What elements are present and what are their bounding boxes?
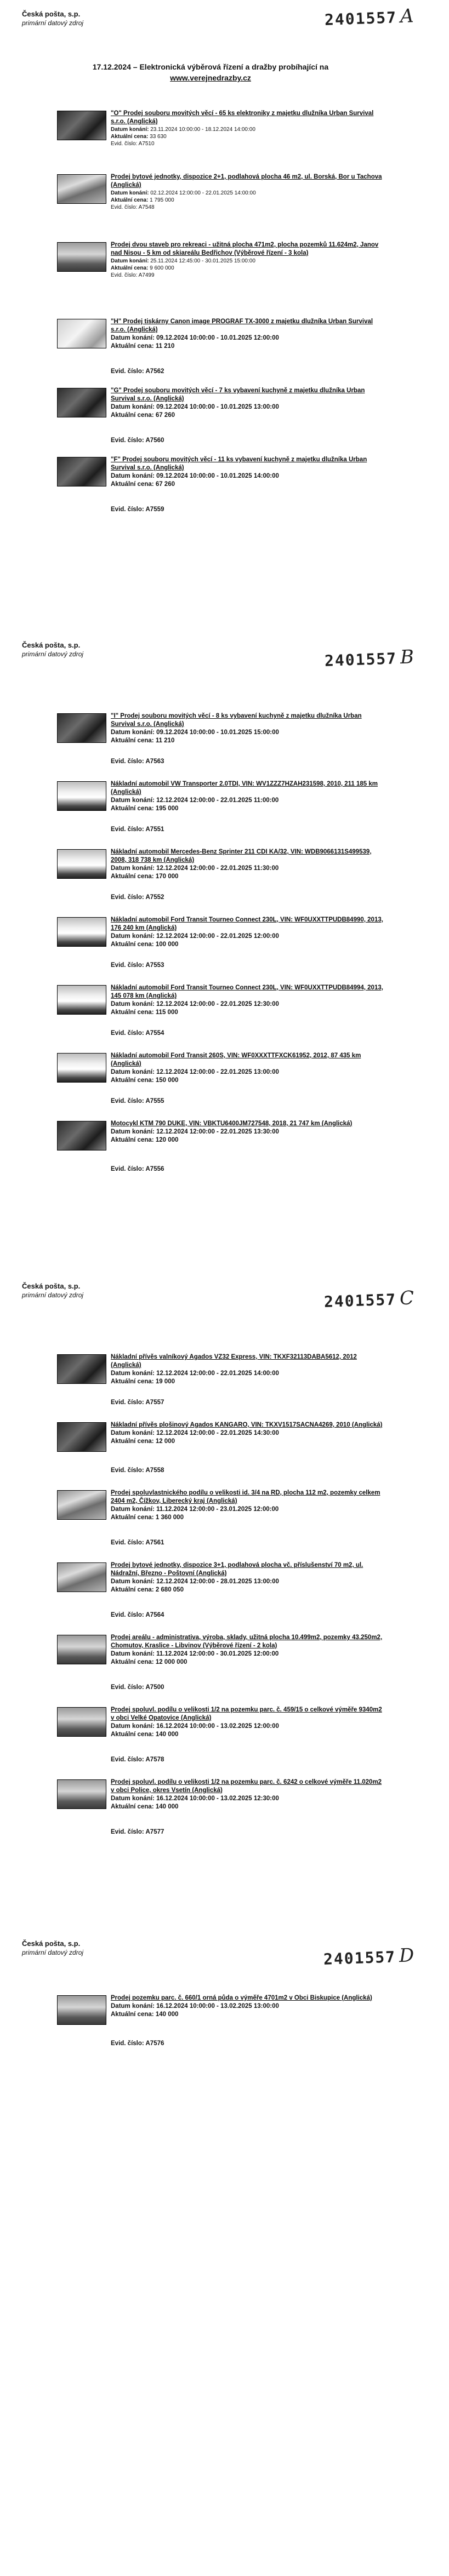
listing-price: 100 000 (155, 941, 179, 948)
listing-price: 19 000 (155, 1378, 175, 1385)
evid-label: Evid. číslo: (111, 1829, 144, 1835)
listing-title[interactable]: "G" Prodej souboru movitých věcí - 7 ks vybavení kuchyně z majetku dlužníka Urban Survival s.r.o. (Anglická) (111, 387, 365, 402)
listing-photo (57, 985, 106, 1015)
sender-block (22, 1282, 83, 1300)
listing-date: 12.12.2024 12:00:00 - 22.01.2025 13:00:00 (156, 1069, 279, 1075)
listing-date: 12.12.2024 12:00:00 - 22.01.2025 12:00:00 (156, 933, 279, 940)
evid-label: Evid. číslo: (111, 1539, 144, 1546)
listing-title[interactable]: Prodej bytové jednotky, dispozice 3+1, podlahová plocha vč. příslušenství 70 m2, ul. Nádražní, Březno - Poštovní (Anglická) (111, 1562, 363, 1577)
price-label: Aktuální cena: (111, 805, 154, 812)
evid-label: Evid. číslo: (111, 368, 144, 375)
date-label: Datum konání: (111, 1129, 155, 1135)
stamp-number: 2401557 (324, 649, 397, 670)
listing-date: 12.12.2024 12:00:00 - 22.01.2025 11:30:00 (156, 865, 279, 872)
listing-evid: A7563 (145, 758, 164, 765)
listing-date: 23.11.2024 10:00:00 - 18.12.2024 14:00:00 (150, 127, 255, 133)
price-label: Aktuální cena: (111, 197, 149, 203)
listing-date: 09.12.2024 10:00:00 - 10.01.2025 13:00:00 (156, 404, 279, 410)
listing-title[interactable]: Prodej dvou staveb pro rekreaci - užitná plocha 471m2, plocha pozemků 11.624m2, Janov nad Nisou - 5 km od skiareálu Bedřichov (Výběrové řízení - 3 kola) (111, 242, 379, 256)
stamp-letter: D (399, 1944, 416, 1967)
date-label: Datum konání: (111, 933, 155, 940)
price-label: Aktuální cena: (111, 873, 154, 880)
sender-sub: primární datový zdroj (22, 19, 84, 27)
evid-label: Evid. číslo: (111, 141, 138, 147)
stamp-number: 2401557 (324, 8, 398, 29)
registry-stamp (324, 646, 415, 671)
date-label: Datum konání: (111, 404, 155, 410)
listing-price: 115 000 (155, 1009, 178, 1016)
listing-price: 140 000 (155, 1804, 179, 1810)
listing-photo (57, 1121, 106, 1150)
sender-sub: primární datový zdroj (22, 1291, 84, 1299)
date-label: Datum konání: (111, 258, 149, 264)
listing-title[interactable]: Nákladní přívěs valníkový Agados VZ32 Express, VIN: TKXF32113DABA5612, 2012 (Anglická) (111, 1354, 357, 1369)
sender-block (22, 641, 83, 659)
listing-photo (57, 1779, 106, 1809)
date-label: Datum konání: (111, 865, 155, 872)
listing-photo (57, 457, 106, 486)
listing-photo (57, 319, 106, 348)
listing-evid: A7564 (145, 1612, 164, 1618)
listing-title[interactable]: "I" Prodej souboru movitých věcí - 8 ks vybavení kuchyně z majetku dlužníka Urban Survival s.r.o. (Anglická) (111, 713, 362, 728)
date-label: Datum konání: (111, 335, 155, 341)
listing-title[interactable]: Prodej spoluvl. podílu o velikosti 1/2 na pozemku parc. č. 6242 o celkové výměře 11.020m2 v obci Police, okres Vsetín (Anglická) (111, 1779, 382, 1794)
stamp-number: 2401557 (323, 1948, 396, 1968)
listing-title[interactable]: Nákladní přívěs plošinový Agados KANGARO, VIN: TKXV1517SACNA4269, 2010 (Anglická) (111, 1422, 383, 1428)
evid-label: Evid. číslo: (111, 437, 144, 444)
listing-evid: A7554 (145, 1030, 164, 1037)
price-label: Aktuální cena: (111, 343, 154, 350)
listing-title[interactable]: Nákladní automobil Ford Transit Tourneo Connect 230L, VIN: WF0UXXTTPUDB84990, 2013, 176 240 km (Anglická) (111, 917, 383, 931)
listing-evid: A7552 (145, 894, 164, 901)
sender-org: Česká pošta, s.p. (22, 1939, 81, 1948)
price-label: Aktuální cena: (111, 1077, 154, 1084)
listing-price: 67 260 (155, 412, 175, 419)
sender-org: Česká pošta, s.p. (22, 10, 81, 18)
price-label: Aktuální cena: (111, 265, 149, 271)
sender-org: Česká pošta, s.p. (22, 641, 81, 649)
listing-date: 11.12.2024 12:00:00 - 30.01.2025 12:00:00 (156, 1651, 279, 1657)
listing-evid: A7500 (145, 1684, 164, 1691)
evid-label: Evid. číslo: (111, 894, 144, 901)
listing-title[interactable]: Nákladní automobil Ford Transit Tourneo Connect 230L, VIN: WF0UXXTTPUDB84994, 2013, 145 078 km (Anglická) (111, 984, 383, 999)
listing-evid: A7558 (145, 1467, 164, 1474)
listing-date: 16.12.2024 10:00:00 - 13.02.2025 13:00:00 (156, 2003, 279, 2010)
listing-price: 140 000 (155, 1731, 179, 1738)
listing-title[interactable]: Prodej pozemku parc. č. 660/1 orná půda o výměře 4701m2 v Obci Biskupice (Anglická) (111, 1995, 372, 2001)
listing-photo (57, 1562, 106, 1592)
listing-price: 12 000 (155, 1438, 175, 1445)
listing-date: 12.12.2024 12:00:00 - 22.01.2025 14:30:00 (156, 1430, 279, 1436)
registry-stamp (323, 1944, 416, 1970)
listing-date: 12.12.2024 12:00:00 - 22.01.2025 12:30:00 (156, 1001, 279, 1007)
stamp-letter: C (399, 1287, 416, 1310)
evid-label: Evid. číslo: (111, 506, 144, 513)
listing-date: 09.12.2024 10:00:00 - 10.01.2025 15:00:00 (156, 729, 279, 736)
price-label: Aktuální cena: (111, 1731, 154, 1738)
listing-price: 1 795 000 (150, 197, 174, 203)
page-title-text: 17.12.2024 – Elektronická výběrová řízení a dražby probíhající na (92, 62, 329, 71)
price-label: Aktuální cena: (111, 1009, 154, 1016)
listing-evid: A7555 (145, 1098, 164, 1104)
listing-evid: A7548 (138, 204, 155, 210)
listing-price: 140 000 (155, 2011, 179, 2018)
price-label: Aktuální cena: (111, 1438, 154, 1445)
evid-label: Evid. číslo: (111, 1166, 144, 1172)
evid-label: Evid. číslo: (111, 1399, 144, 1406)
listing-date: 02.12.2024 12:00:00 - 22.01.2025 14:00:00 (150, 190, 256, 196)
stamp-letter: A (400, 5, 416, 28)
registry-stamp (323, 1287, 415, 1312)
listing-evid: A7559 (145, 506, 164, 513)
sender-block (22, 1939, 83, 1957)
listing-photo (57, 1053, 106, 1083)
listing-date: 11.12.2024 12:00:00 - 23.01.2025 12:00:00 (156, 1506, 279, 1513)
listing-evid: A7561 (145, 1539, 164, 1546)
date-label: Datum konání: (111, 1795, 155, 1802)
listing-evid: A7553 (145, 962, 164, 969)
listing-date: 09.12.2024 10:00:00 - 10.01.2025 14:00:00 (156, 473, 279, 479)
listing-title[interactable]: Prodej spoluvlastnického podílu o velikosti id. 3/4 na RD, plocha 112 m2, pozemky celkem 2404 m2, Čížkov, Liberecký kraj (Anglická) (111, 1490, 380, 1504)
listing-price: 120 000 (155, 1137, 179, 1143)
listing-price: 150 000 (155, 1077, 179, 1084)
registry-stamp (325, 5, 416, 30)
evid-label: Evid. číslo: (111, 1467, 144, 1474)
date-label: Datum konání: (111, 1370, 155, 1377)
listing-price: 33 630 (150, 134, 167, 140)
date-label: Datum konání: (111, 729, 155, 736)
listing-title[interactable]: Nákladní automobil Ford Transit 260S, VIN: WF0XXXTTFXCK61952, 2012, 87 435 km (Anglická) (111, 1052, 361, 1067)
listing-photo (57, 111, 106, 140)
listing-price: 67 260 (155, 481, 175, 488)
listing-date: 25.11.2024 12:45:00 - 30.01.2025 15:00:00 (150, 258, 255, 264)
listing-photo (57, 242, 106, 272)
listing-evid: A7576 (145, 2040, 164, 2047)
listing-price: 12 000 000 (155, 1659, 187, 1665)
listing-photo (57, 1995, 106, 2025)
sender-sub: primární datový zdroj (22, 1949, 84, 1956)
listing-evid: A7577 (145, 1829, 164, 1835)
price-label: Aktuální cena: (111, 1659, 154, 1665)
stamp-number: 2401557 (323, 1290, 397, 1311)
listing-title[interactable]: Prodej bytové jednotky, dispozice 2+1, podlahová plocha 46 m2, ul. Borská, Bor u Tachova (Anglická) (111, 174, 382, 188)
listing-date: 12.12.2024 12:00:00 - 22.01.2025 11:00:00 (156, 797, 279, 804)
evid-label: Evid. číslo: (111, 1030, 144, 1037)
evid-label: Evid. číslo: (111, 1756, 144, 1763)
evid-label: Evid. číslo: (111, 272, 138, 278)
listing-price: 11 210 (155, 737, 175, 744)
listing-photo (57, 781, 106, 811)
listing-photo (57, 1707, 106, 1737)
price-label: Aktuální cena: (111, 2011, 154, 2018)
evid-label: Evid. číslo: (111, 826, 144, 833)
evid-label: Evid. číslo: (111, 758, 144, 765)
price-label: Aktuální cena: (111, 1514, 154, 1521)
date-label: Datum konání: (111, 1578, 155, 1585)
stamp-letter: B (400, 646, 416, 669)
price-label: Aktuální cena: (111, 941, 154, 948)
listing-date: 16.12.2024 10:00:00 - 13.02.2025 12:30:00 (156, 1795, 279, 1802)
price-label: Aktuální cena: (111, 481, 154, 488)
listing-price: 9 600 000 (150, 265, 174, 271)
date-label: Datum konání: (111, 127, 149, 133)
price-label: Aktuální cena: (111, 412, 154, 419)
price-label: Aktuální cena: (111, 1137, 154, 1143)
listing-title[interactable]: "F" Prodej souboru movitých věcí - 11 ks vybavení kuchyně z majetku dlužníka Urban Survival s.r.o. (Anglická) (111, 456, 367, 471)
date-label: Datum konání: (111, 1723, 155, 1730)
price-label: Aktuální cena: (111, 1804, 154, 1810)
listing-photo (57, 1422, 106, 1452)
evid-label: Evid. číslo: (111, 962, 144, 969)
listing-photo (57, 174, 106, 204)
listing-date: 09.12.2024 10:00:00 - 10.01.2025 12:00:00 (156, 335, 279, 341)
price-label: Aktuální cena: (111, 737, 154, 744)
date-label: Datum konání: (111, 473, 155, 479)
evid-label: Evid. číslo: (111, 1098, 144, 1104)
listing-photo (57, 388, 106, 417)
listing-date: 16.12.2024 10:00:00 - 13.02.2025 12:00:00 (156, 1723, 279, 1730)
listing-photo (57, 849, 106, 879)
listing-photo (57, 1635, 106, 1664)
listing-evid: A7510 (138, 141, 155, 147)
evid-label: Evid. číslo: (111, 1612, 144, 1618)
listing-title[interactable]: Nákladní automobil VW Transporter 2.0TDI, VIN: WV1ZZZ7HZAH231598, 2010, 211 185 km (Anglická) (111, 781, 378, 795)
listing-price: 11 210 (155, 343, 175, 350)
listing-title[interactable]: Motocykl KTM 790 DUKE, VIN: VBKTU6400JM727548, 2018, 21 747 km (Anglická) (111, 1120, 353, 1127)
listing-price: 2 680 050 (155, 1587, 184, 1593)
page-title (57, 61, 364, 83)
date-label: Datum konání: (111, 1001, 155, 1007)
listing-date: 12.12.2024 12:00:00 - 28.01.2025 13:00:00 (156, 1578, 279, 1585)
listing-photo (57, 713, 106, 743)
price-label: Aktuální cena: (111, 134, 149, 140)
date-label: Datum konání: (111, 190, 149, 196)
sender-org: Česká pošta, s.p. (22, 1282, 81, 1290)
listing-title[interactable]: Nákladní automobil Mercedes-Benz Sprinter 211 CDI KA/32, VIN: WDB9066131S499539, 2008, 318 738 km (Anglická) (111, 849, 372, 863)
listing-photo (57, 1490, 106, 1520)
date-label: Datum konání: (111, 797, 155, 804)
evid-label: Evid. číslo: (111, 1684, 144, 1691)
listing-date: 12.12.2024 12:00:00 - 22.01.2025 14:00:00 (156, 1370, 279, 1377)
listing-evid: A7557 (145, 1399, 164, 1406)
date-label: Datum konání: (111, 2003, 155, 2010)
date-label: Datum konání: (111, 1430, 155, 1436)
price-label: Aktuální cena: (111, 1587, 154, 1593)
date-label: Datum konání: (111, 1651, 155, 1657)
listing-photo (57, 917, 106, 947)
date-label: Datum konání: (111, 1069, 155, 1075)
page-title-link[interactable]: www.verejnedrazby.cz (170, 73, 251, 82)
listing-price: 170 000 (155, 873, 179, 880)
listing-evid: A7556 (145, 1166, 164, 1172)
listing-photo (57, 1354, 106, 1384)
listing-title[interactable]: "H" Prodej tiskárny Canon image PROGRAF TX-3000 z majetku dlužníka Urban Survival s.r.o. (Anglická) (111, 318, 373, 333)
listing-evid: A7562 (145, 368, 164, 375)
sender-block (22, 10, 83, 27)
listing-evid: A7578 (145, 1756, 164, 1763)
date-label: Datum konání: (111, 1506, 155, 1513)
listing-evid: A7499 (138, 272, 155, 278)
listing-price: 1 360 000 (155, 1514, 184, 1521)
listing-evid: A7560 (145, 437, 164, 444)
listing-title[interactable]: Prodej spoluvl. podílu o velikosti 1/2 na pozemku parc. č. 459/15 o celkové výměře 9340m2 v obci Velké Opatovice (Anglická) (111, 1707, 382, 1721)
evid-label: Evid. číslo: (111, 204, 138, 210)
price-label: Aktuální cena: (111, 1378, 154, 1385)
evid-label: Evid. číslo: (111, 2040, 144, 2047)
listing-date: 12.12.2024 12:00:00 - 22.01.2025 13:30:00 (156, 1129, 279, 1135)
listing-evid: A7551 (145, 826, 164, 833)
listing-title[interactable]: "O" Prodej souboru movitých věcí - 65 ks elektroniky z majetku dlužníka Urban Survival s.r.o. (Anglická) (111, 110, 374, 125)
listing-title[interactable]: Prodej areálu - administrativa, výroba, sklady, užitná plocha 10.499m2, pozemky 43.250m2, Chomutov, Kraslice - Libvinov (Výběrové řízení - 2 kola) (111, 1634, 383, 1649)
sender-sub: primární datový zdroj (22, 650, 84, 658)
listing-price: 195 000 (155, 805, 179, 812)
